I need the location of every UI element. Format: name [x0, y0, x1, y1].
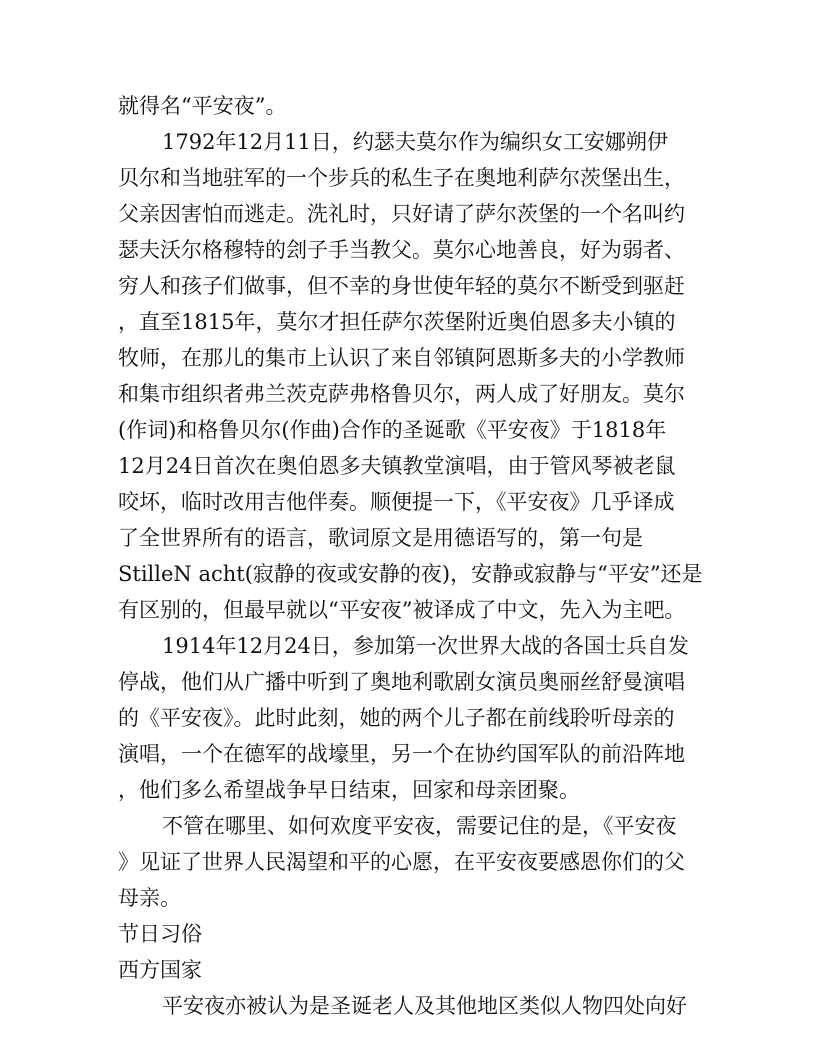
text-line: 咬坏，临时改用吉他伴奏。顺便提一下，《平安夜》几乎译成 [118, 490, 675, 514]
paragraph-start-line: 1914年12月24日，参加第一次世界大战的各国士兵自发 [162, 634, 689, 658]
text-line: 停战，他们从广播中听到了奥地利歌剧女演员奥丽丝舒曼演唱 [118, 670, 685, 694]
text-line: 》见证了世界人民渴望和平的心愿，在平安夜要感恩你们的父 [118, 850, 685, 874]
text-line: 母亲。 [118, 886, 181, 910]
paragraph-start-line: 1792年12月11日，约瑟夫莫尔作为编织女工安娜朔伊 [162, 130, 668, 154]
paragraph-start-line: 不管在哪里、如何欢度平安夜，需要记住的是，《平安夜 [162, 814, 677, 838]
text-line: ，他们多么希望战争早日结束，回家和母亲团聚。 [118, 778, 580, 802]
paragraph-start-line: 平安夜亦被认为是圣诞老人及其他地区类似人物四处向好 [162, 994, 687, 1018]
text-line: 瑟夫沃尔格穆特的刽子手当教父。莫尔心地善良，好为弱者、 [118, 238, 685, 262]
subsection-heading: 西方国家 [118, 958, 202, 982]
text-line: 演唱，一个在德军的战壕里，另一个在协约国军队的前沿阵地 [118, 742, 685, 766]
text-line: 的《平安夜》。此时此刻，她的两个儿子都在前线聆听母亲的 [118, 706, 675, 730]
text-line: 有区别的，但最早就以“平安夜”被译成了中文，先入为主吧。 [118, 598, 686, 622]
text-line: ，直至1815年，莫尔才担任萨尔茨堡附近奥伯恩多夫小镇的 [118, 310, 676, 334]
text-line: (作词)和格鲁贝尔(作曲)合作的圣诞歌《平安夜》于1818年 [118, 418, 667, 442]
text-line: 12月24日首次在奥伯恩多夫镇教堂演唱，由于管风琴被老鼠 [118, 454, 676, 478]
text-line: 和集市组织者弗兰茨克萨弗格鲁贝尔，两人成了好朋友。莫尔 [118, 382, 685, 406]
text-line: 父亲因害怕而逃走。洗礼时，只好请了萨尔茨堡的一个名叫约 [118, 202, 685, 226]
text-line: 就得名“平安夜”。 [118, 94, 287, 118]
text-line: StilleN acht(寂静的夜或安静的夜)，安静或寂静与“平安”还是 [118, 562, 703, 586]
text-line: 牧师，在那儿的集市上认识了来自邻镇阿恩斯多夫的小学教师 [118, 346, 685, 370]
text-line: 了全世界所有的语言，歌词原文是用德语写的，第一句是 [118, 526, 643, 550]
text-line: 贝尔和当地驻军的一个步兵的私生子在奥地利萨尔茨堡出生， [118, 166, 685, 190]
text-line: 穷人和孩子们做事，但不幸的身世使年轻的莫尔不断受到驱赶 [118, 274, 685, 298]
section-heading: 节日习俗 [118, 922, 202, 946]
